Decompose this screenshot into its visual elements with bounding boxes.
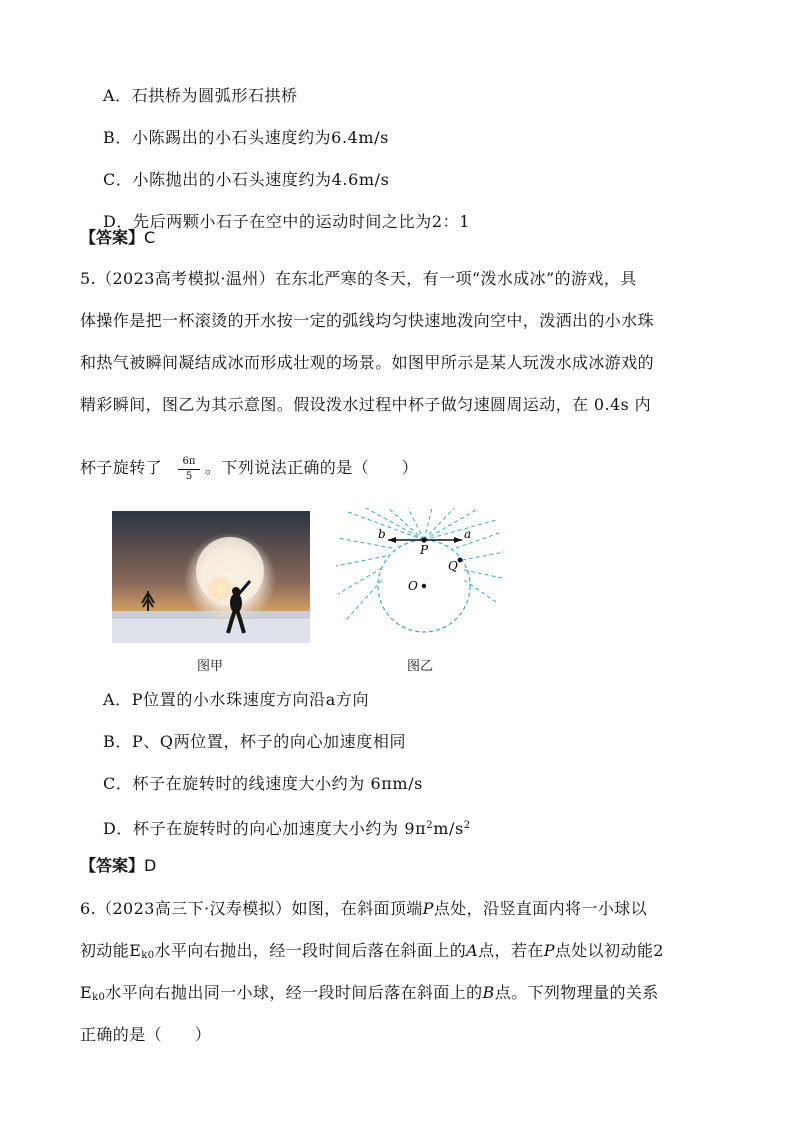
q4-option-a: A．石拱桥为圆弧形石拱桥 (103, 86, 298, 105)
q5-line-1: 5.（2023高考模拟·温州）在东北严寒的冬天，有一项“泼水成冰”的游戏，具 (80, 269, 637, 288)
q4-option-b: B．小陈踢出的小石头速度约为6.4m/s (103, 128, 389, 147)
label-q: Q (448, 559, 458, 573)
q5-option-d-sup2: 2 (463, 820, 471, 831)
q5-line-5b: 。下列说法正确的是（ ） (205, 458, 419, 477)
q5-answer (80, 856, 156, 876)
q4-answer-label: 【答案】 (80, 228, 145, 247)
q6-line-1-b: 点处，沿竖直面内将一小球以 (433, 899, 648, 918)
q6-line-3-c: 点。下列物理量的关系 (494, 983, 659, 1002)
q6-line-1 (80, 899, 720, 919)
figure-a-photo (112, 511, 310, 643)
q5-option-c: C．杯子在旋转时的线速度大小约为 6πm/s (103, 774, 423, 793)
arrow-a-icon (454, 537, 462, 543)
q6-line-2-sub: k0 (141, 950, 155, 961)
q5-option-d-sup1: 2 (426, 820, 434, 831)
label-b: b (378, 527, 386, 541)
q5-line-2: 体操作是把一杯滚烫的开水按一定的弧线均匀快速地泼向空中，泼洒出的小水珠 (80, 311, 655, 330)
q5-option-d-mid: m/s (433, 819, 464, 838)
q6-point-p: P (422, 899, 434, 918)
q6-point-p-2: P (543, 941, 555, 960)
q6-line-2 (80, 941, 720, 966)
q6-line-2-c: 点，若在 (478, 941, 544, 960)
arrow-b-icon (388, 537, 396, 543)
q6-line-3-b: 水平向右抛出同一小球，经一段时间后落在斜面上的 (105, 983, 483, 1002)
label-o: O (408, 579, 418, 593)
q4-answer (80, 228, 155, 248)
q5-fraction-denominator: 5 (185, 471, 193, 482)
q5-line-4: 精彩瞬间，图乙为其示意图。假设泼水过程中杯子做匀速圆周运动，在 0.4s 内 (80, 395, 652, 414)
q5-option-b: B．P、Q两位置，杯子的向心加速度相同 (103, 732, 407, 751)
figure-a-caption: 图甲 (197, 659, 224, 674)
q6-line-4: 正确的是（ ） (80, 1025, 212, 1044)
point-p (421, 537, 426, 542)
q5-option-a: A．P位置的小水珠速度方向沿a方向 (103, 690, 370, 709)
q5-fraction (178, 456, 200, 483)
figure-b-diagram (336, 508, 506, 638)
q5-line-5a: 杯子旋转了 (80, 458, 163, 477)
q6-line-2-b: 水平向右抛出，经一段时间后落在斜面上的 (154, 941, 467, 960)
q4-option-d: D．先后两颗小石子在空中的运动时间之比为2：1 (103, 212, 470, 231)
q4-option-c: C．小陈抛出的小石头速度约为4.6m/s (103, 170, 390, 189)
figure-b-caption: 图乙 (407, 659, 434, 674)
point-o (422, 584, 426, 588)
q5-option-d-prefix: D．杯子在旋转时的向心加速度大小约为 9π (103, 819, 427, 838)
q6-line-2-d: 点处以初动能2 (554, 941, 664, 960)
q6-line-1-a: 6.（2023高三下·汉寿模拟）如图，在斜面顶端 (80, 899, 423, 918)
point-q (458, 558, 463, 563)
tangent-dashed-lines (336, 508, 504, 620)
q5-answer-label: 【答案】 (80, 856, 145, 875)
q6-line-3-sub: k0 (92, 992, 106, 1003)
q6-line-2-a: 初动能E (80, 941, 142, 960)
q5-fraction-numerator: 6π (178, 456, 200, 470)
q5-answer-value: D (144, 856, 157, 875)
q5-option-d (103, 816, 471, 839)
label-p: P (420, 543, 429, 557)
q6-line-3-a: E (80, 983, 93, 1002)
q6-point-b: B (482, 983, 495, 1002)
q5-line-3: 和热气被瞬间凝结成冰而形成壮观的场景。如图甲所示是某人玩泼水成冰游戏的 (80, 353, 655, 372)
q6-line-3 (80, 983, 720, 1008)
label-a: a (464, 527, 472, 541)
q4-answer-value: C (144, 228, 156, 247)
q6-point-a: A (466, 941, 479, 960)
